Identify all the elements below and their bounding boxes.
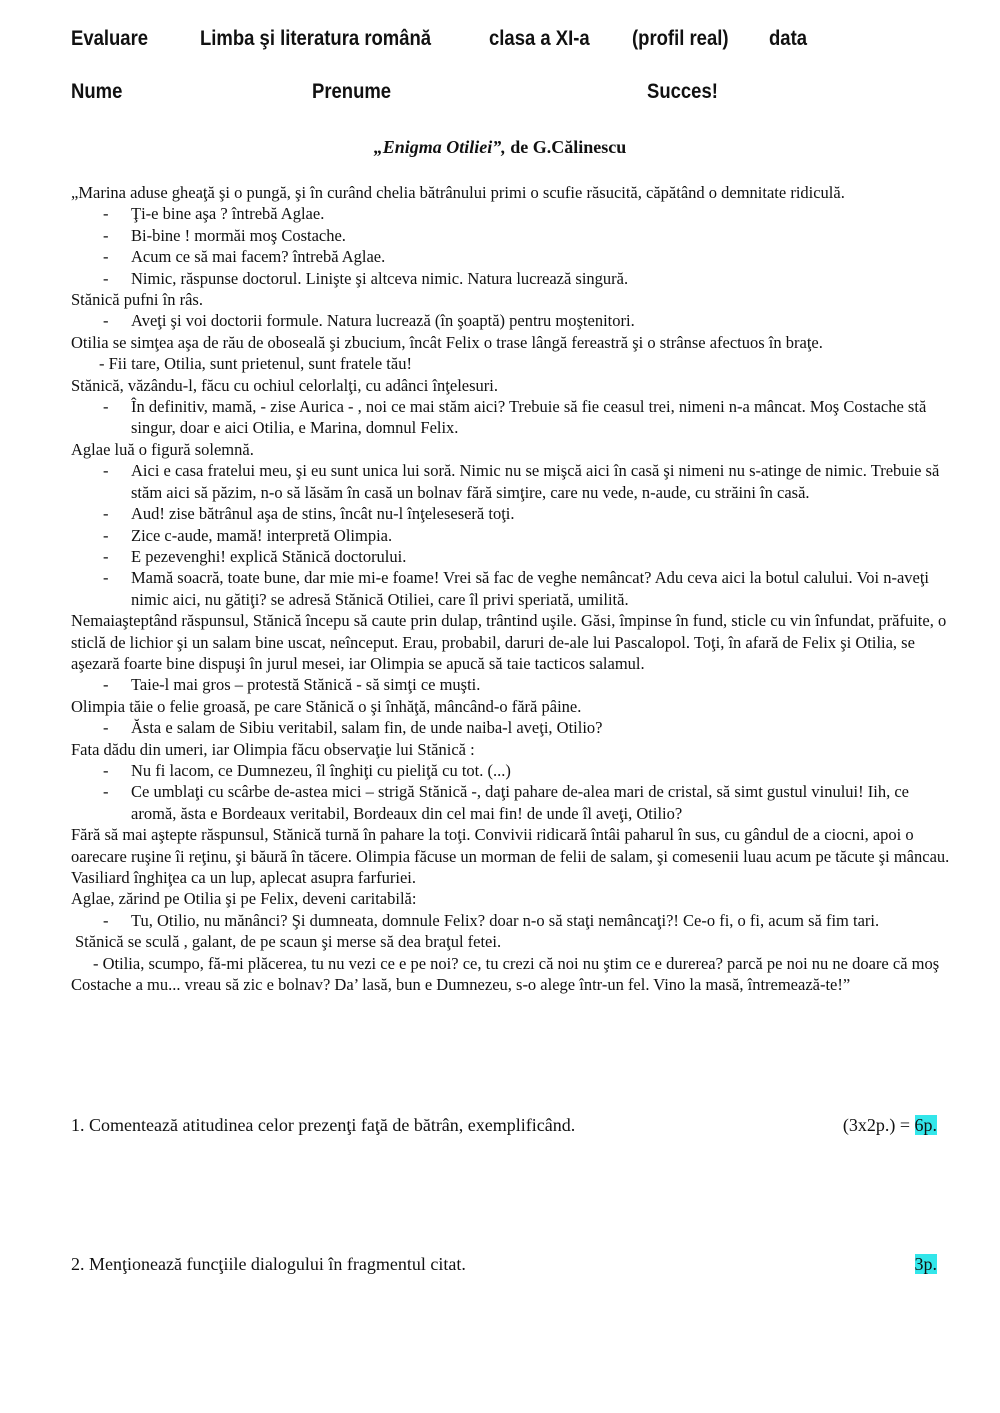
author-name: de G.Călinescu (505, 137, 627, 157)
dialogue-line: - Tu, Otilio, nu mănânci? Şi dumneata, domnule Felix? doar n-o să staţi nemâncaţi?! Ce-o fi, o fi, acum să fim tari. (131, 910, 951, 931)
dialogue-line: - E pezevenghi! explică Stănică doctorului. (131, 546, 951, 567)
question-2-score (915, 1254, 938, 1275)
dialogue-line: - Ce umblaţi cu scârbe de-astea mici – strigă Stănică -, daţi pahare de-alea mari de cristal, să simt gustul vinului! Iih, ce aromă, ăsta e Bordeaux veritabil, Bordeaux din cel mai fin! de unde îl aveţi, Otilio? (131, 781, 951, 824)
narrative-paragraph: - Fii tare, Otilia, sunt prietenul, sunt fratele tău! (99, 354, 412, 374)
question-2-points: 3p. (914, 1254, 937, 1274)
question-1-points: 6p. (914, 1115, 937, 1135)
header-name: Nume (71, 80, 123, 103)
dialogue-line: - Taie-l mai gros – protestă Stănică - să simţi ce muşti. (131, 674, 951, 695)
header-date: data (769, 27, 808, 50)
narrative-paragraph: Stănică, văzându-l, făcu cu ochiul celorlalţi, cu adânci înţelesuri. (71, 375, 498, 395)
dialogue-line: - Mamă soacră, toate bune, dar mie mi-e foame! Vrei să fac de veghe nemâncat? Adu ceva aici la botul calului. Voi n-aveţi nimic aici, nu gătiţi? se adresă Stănică Otiliei, care îl privi speriată, umilită. (131, 567, 951, 610)
narrative-paragraph: Aglae, zărind pe Otilia şi pe Felix, deveni caritabilă: (71, 889, 417, 909)
narrative-paragraph: Fata dădu din umeri, iar Olimpia făcu observaţie lui Stănică : (71, 739, 475, 759)
dialogue-line: - Acum ce să mai facem? întrebă Aglae. (131, 246, 951, 267)
narrative-paragraph: Fără să mai aştepte răspunsul, Stănică turnă în pahare la toţi. Convivii ridicară întâi paharul în sus, cu gândul de a ciocni, apoi o oarecare ruşine îi reţinu, şi băură în tăcere. Olimpia făcuse un morman de felii de salam, şi comesenii luau acum pe tăcute şi mâncau. Vasiliard înghiţea ca un lup, aplecat asupra farfuriei. (71, 825, 950, 887)
question-1-formula: (3x2p.) = (842, 1115, 915, 1135)
dialogue-line: - Nimic, răspunse doctorul. Linişte şi altceva nimic. Natura lucrează singură. (131, 268, 951, 289)
question-2 (71, 1254, 937, 1275)
dialogue-line: - Aveţi şi voi doctorii formule. Natura lucrează (în şoaptă) pentru moştenitori. (131, 310, 951, 331)
dialogue-line: - Zice c-aude, mamă! interpretă Olimpia. (131, 525, 951, 546)
dialogue-line: - Aici e casa fratelui meu, şi eu sunt unica lui soră. Nimic nu se mişcă aici în casă şi nimeni nu s-atinge de nimic. Trebuie să stăm aici să păzim, n-o să lăsăm în casă un bolnav fără simţire, care nu vede, n-aude, cu străini în casă. (131, 460, 951, 503)
question-1-score (843, 1115, 937, 1136)
dialogue-line: - Nu fi lacom, ce Dumnezeu, îl înghiţi cu pieliţă cu tot. (...) (131, 760, 951, 781)
narrative-paragraph: Aglae luă o figură solemnă. (71, 439, 254, 459)
question-2-text: 2. Menţionează funcţiile dialogului în fragmentul citat. (71, 1254, 466, 1274)
narrative-paragraph: Stănică se sculă , galant, de pe scaun şi merse să dea braţul fetei. (75, 932, 502, 952)
dialogue-line: - Bi-bine ! mormăi moş Costache. (131, 225, 951, 246)
dialogue-line: - Ăsta e salam de Sibiu veritabil, salam fin, de unde naiba-l aveţi, Otilio? (131, 717, 951, 738)
narrative-paragraph: Olimpia tăie o felie groasă, pe care Stănică o şi înhăţă, mâncând-o fără pâine. (71, 696, 582, 716)
header-evaluare: Evaluare (71, 27, 149, 50)
header-subject: Limba şi literatura română (200, 27, 432, 50)
header-success: Succes! (647, 80, 718, 103)
dialogue-line: - Aud! zise bătrânul aşa de stins, încât nu-l înţeleseseră toţi. (131, 503, 951, 524)
excerpt-text (71, 182, 951, 995)
text-title (0, 137, 1000, 158)
header-class: clasa a XI-a (489, 27, 590, 50)
narrative-paragraph: Stănică pufni în râs. (71, 290, 203, 310)
narrative-paragraph: „Marina aduse gheaţă şi o pungă, şi în curând chelia bătrânului primi o scufie răsucită, căpătând o demnitate ridiculă. (71, 183, 845, 202)
work-title: „Enigma Otiliei”, (373, 137, 506, 157)
question-1 (71, 1115, 937, 1136)
dialogue-line: - În definitiv, mamă, - zise Aurica - , noi ce mai stăm aici? Trebuie să fie ceasul trei, nimeni n-a mâncat. Moş Costache stă singur, doar e aici Otilia, e Marina, domnul Felix. (131, 396, 951, 439)
dialogue-line: - Ţi-e bine aşa ? întrebă Aglae. (131, 203, 951, 224)
narrative-paragraph: - Otilia, scumpo, fă-mi plăcerea, tu nu vezi ce e pe noi? ce, tu crezi că noi nu ştim ce e durerea? parcă pe noi nu ne doare că moş Costache a mu... vreau să zic e bolnav? Da’ lasă, bun e Dumnezeu, s-o alege într-un fel. Vino la masă, întremează-te!” (71, 953, 940, 995)
narrative-paragraph: Otilia se simţea aşa de rău de oboseală şi zbucium, încât Felix o trase lângă fereastră şi o strânse afectuos în braţe. (71, 332, 823, 352)
narrative-paragraph: Nemaiaşteptând răspunsul, Stănică începu să caute prin dulap, trântind uşile. Găsi, împinse în fund, sticle cu vin înfundat, prăfuite, o sticlă de lichior şi un salam bine uscat, neînceput. Erau, probabil, daruri de-ale lui Pascalopol. Toţi, în afară de Felix şi Otilia, se aşezară foarte bine dispuşi în jurul mesei, iar Olimpia se apucă să taie tacticos salamul. (71, 611, 947, 673)
question-1-text: 1. Comentează atitudinea celor prezenţi faţă de bătrân, exemplificând. (71, 1115, 576, 1135)
header-surname: Prenume (312, 80, 392, 103)
header-profile: (profil real) (632, 27, 729, 50)
